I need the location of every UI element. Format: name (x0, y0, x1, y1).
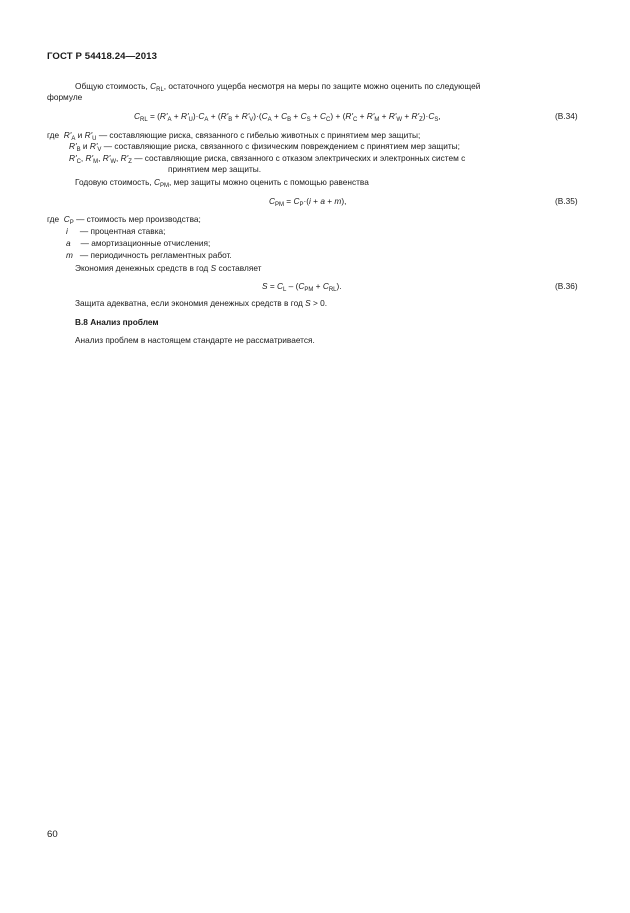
savings-text-b: составляет (218, 263, 262, 273)
intro-paragraph: Общую стоимость, $C_{RL}$, остаточного ущерба несмотря на меры по защите можно оценить по следующей (75, 81, 481, 93)
section-title: B.8 Анализ проблем (75, 317, 159, 327)
definition-cp-text: — стоимость мер производства; (76, 214, 201, 224)
where-item-animals: где $R'_A$ и $R'_U$ — составляющие риска, связанного с гибелью животных с принятием мер защиты; (47, 130, 421, 142)
adequacy-paragraph: Защита адекватна, если экономия денежных средств в год S > 0. (75, 298, 328, 308)
annual-text-a: Годовую стоимость, (75, 177, 152, 187)
annual-cost-paragraph: Годовую стоимость, $C_{PM}$, мер защиты можно оценить с помощью равенства (75, 177, 369, 189)
where-item-physical: $R'_B$ и $R'_V$ — составляющие риска, связанного с физическим повреждением с принятием мер защиты; (69, 141, 460, 153)
intro-text-b: , остаточного ущерба несмотря на меры по защите можно оценить по следующей (163, 81, 481, 91)
page-number: 60 (47, 829, 58, 840)
definition-i-text: — процентная ставка; (79, 226, 166, 236)
where-item-systems: $R'_C$, $R'_M$, $R'_W$, $R'_Z$ — составляющие риска, связанного с отказом электрических и электронных систем с (69, 153, 466, 165)
savings-text-a: Экономия денежных средств в год (75, 263, 209, 273)
definition-m-text: — периодичность регламентных работ. (79, 250, 232, 260)
equation-number-b35: (B.35) (555, 196, 578, 206)
where-item-physical-text: — составляющие риска, связанного с физическим повреждением с принятием мер защиты; (103, 141, 460, 151)
equation-number-b36: (B.36) (555, 281, 578, 291)
definition-m: m — периодичность регламентных работ. (66, 250, 232, 260)
annual-text-b: , мер защиты можно оценить с помощью равенства (169, 177, 369, 187)
definition-a: a — амортизационные отчисления; (66, 238, 211, 248)
document-header: ГОСТ Р 54418.24—2013 (47, 51, 158, 62)
adequacy-text: Защита адекватна, если экономия денежных средств в год (75, 298, 303, 308)
intro-text-a: Общую стоимость, (75, 81, 148, 91)
definition-cp: где $C_P$ — стоимость мер производства; (47, 214, 201, 226)
where-item-systems-cont: принятием мер защиты. (168, 164, 262, 174)
equation-b35: $C_{PM} = C_P\cdot(i + a + m)$, (269, 196, 347, 208)
equation-b36: $S = C_L - (C_{PM} + C_{RL})$. (262, 281, 342, 293)
savings-paragraph: Экономия денежных средств в год S составляет (75, 263, 262, 273)
equation-number-b34: (B.34) (555, 111, 578, 121)
intro-paragraph-cont: формуле (47, 92, 83, 102)
definition-a-text: — амортизационные отчисления; (80, 238, 211, 248)
equation-b34: $C_{RL} = (R'_A + R'_U)\cdot C_A + (R'_B + R'_V)\cdot(C_A + C_B + C_S + C_C) + (R'_C + R'_M + R'_W + R'_Z)\cdot C_S$, (134, 111, 441, 123)
where-item-systems-text: — составляющие риска, связанного с отказом электрических и электронных систем с (134, 153, 466, 163)
definition-i: i — процентная ставка; (66, 226, 166, 236)
where-item-animals-text: — составляющие риска, связанного с гибелью животных с принятием мер защиты; (98, 130, 421, 140)
section-text: Анализ проблем в настоящем стандарте не рассматривается. (75, 335, 315, 345)
